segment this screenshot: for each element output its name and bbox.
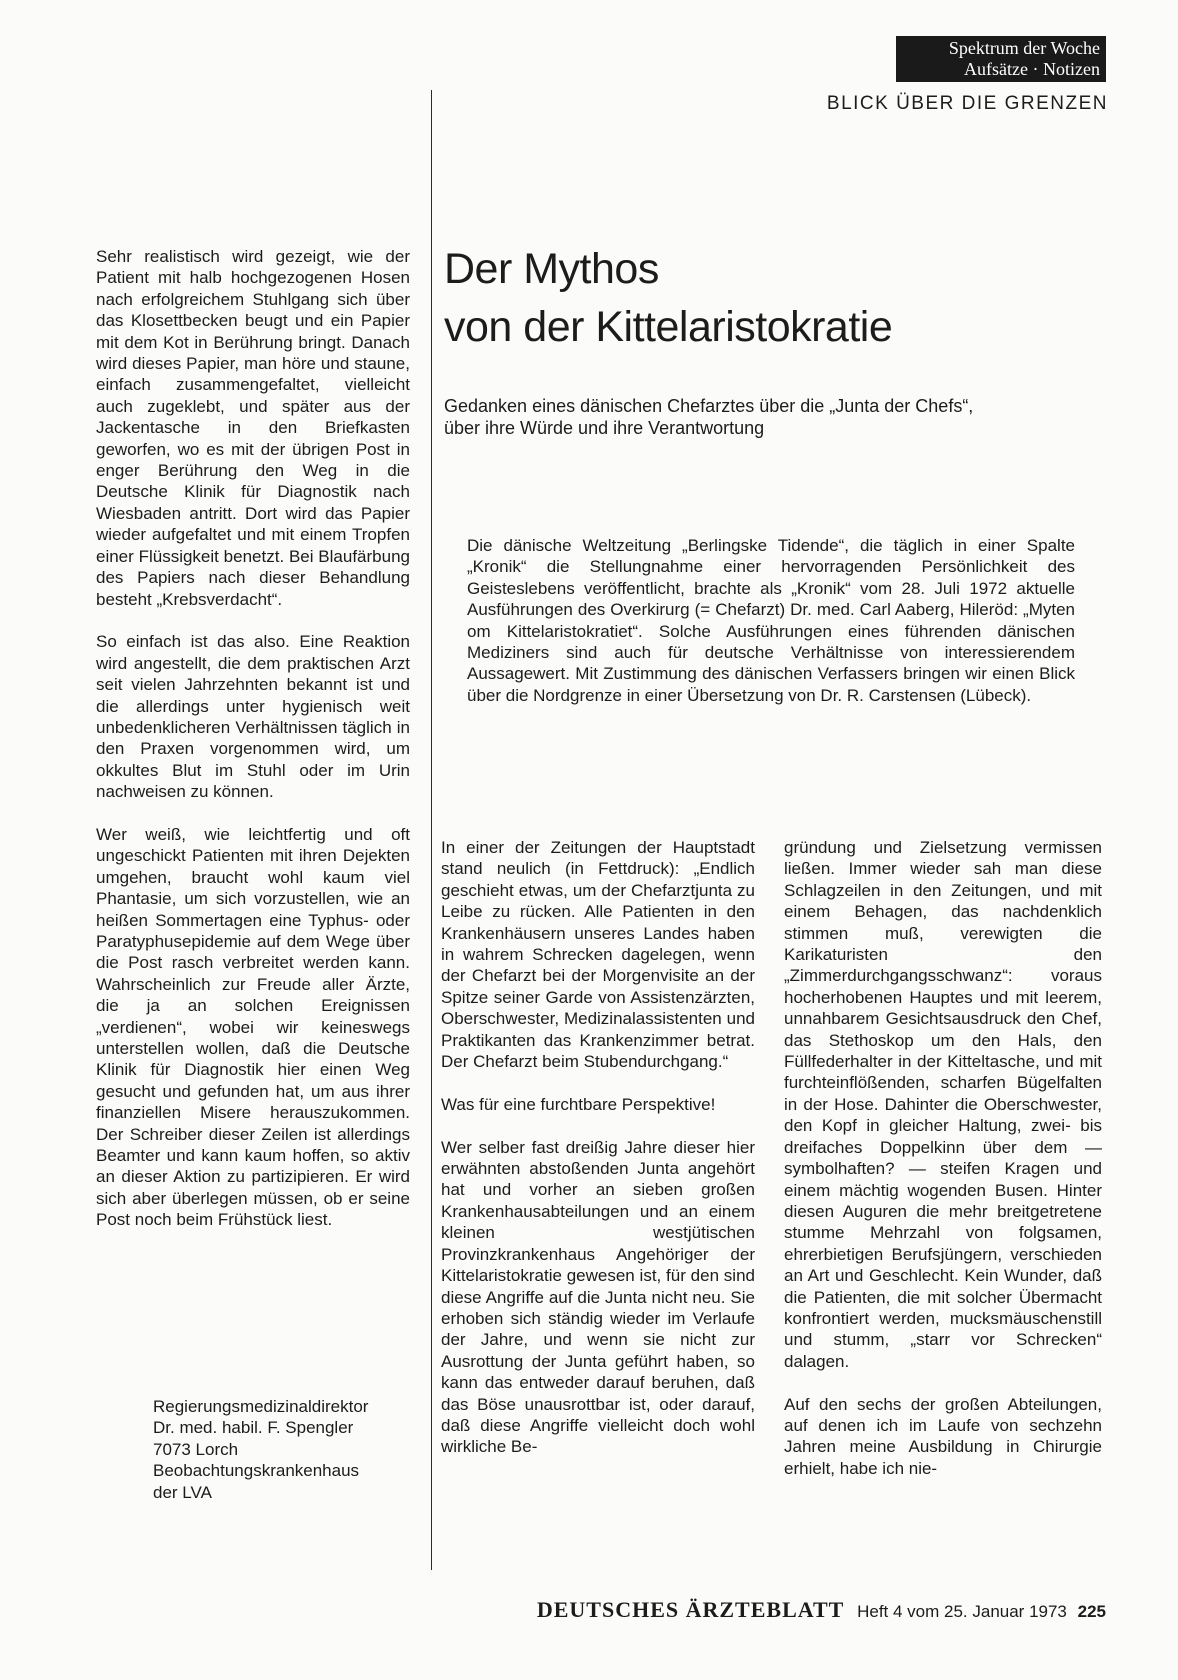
subtitle-line-2: über ihre Würde und ihre Verantwortung	[444, 418, 765, 438]
column-divider	[431, 90, 432, 1570]
signature-line: 7073 Lorch	[153, 1439, 239, 1459]
title-line-1: Der Mythos	[444, 245, 659, 293]
subtitle-line-1: Gedanken eines dänischen Chefarztes über die „Junta der Chefs“,	[444, 396, 974, 416]
title-line-2: von der Kittelaristokratie	[444, 303, 893, 351]
issue-info: Heft 4 vom 25. Januar 1973	[857, 1602, 1067, 1621]
journal-name: DEUTSCHES ÄRZTEBLATT	[536, 1597, 845, 1622]
signature-line: Beobachtungskrankenhaus	[153, 1461, 360, 1481]
body-paragraph: gründung und Zielsetzung vermissen ließen. Immer wieder sah man diese Schlagzeilen in den Zeitungen, und mit einem Behagen, das nachdenklich stimmen muß, verewigten die Karikaturisten den „Zimmerdurchgangsschwanz“: voraus hocherhobenen Hauptes und mit leerem, unnahbarem Gesichtsausdruck den Chef, das Stethoskop um den Hals, den Füllfederhalter in der Kitteltasche, und mit furchteinflößenden, scharfen Bügelfalten in der Hose. Dahinter die Oberschwester, den Kopf in gleicher Haltung, zwei- bis dreifaches Doppelkinn über dem — symbolhaften? — steifen Kragen und einem mächtig wogenden Busen. Hinter diesen Auguren die mehr breitgetretene stumme Mehrzahl von folgsamen, ehrerbietigen Berufsjüngern, verschieden an Art und Geschlecht. Kein Wunder, daß die Patienten, die mit solcher Übermacht konfrontiert werden, mucksmäuschenstill und stumm, „starr vor Schrecken“ dalagen.	[784, 838, 1102, 1371]
section-kicker: BLICK ÜBER DIE GRENZEN	[826, 93, 1108, 114]
article-body-column-1	[441, 837, 755, 1479]
page-footer	[537, 1597, 1106, 1623]
article-subtitle	[444, 395, 1104, 439]
article-body-column-2	[784, 837, 1102, 1501]
badge-line-1: Spektrum der Woche	[948, 38, 1100, 58]
article-title	[444, 240, 1104, 356]
body-paragraph: In einer der Zeitungen der Hauptstadt stand neulich (in Fettdruck): „Endlich geschieht etwas, um der Chefarztjunta zu Leibe zu rücken. Alle Patienten in den Krankenhäusern unseres Landes haben in wahrem Schrecken dagelegen, wenn der Chefarzt bei der Morgenvisite an der Spitze seiner Garde von Assistenzärzten, Oberschwester, Medizinalassistenten und Praktikanten das Krankenzimmer betrat. Der Chefarzt beim Stubendurchgang.“	[441, 838, 755, 1072]
badge-line-2: Aufsätze · Notizen	[964, 59, 1100, 79]
letter-signature	[153, 1396, 415, 1503]
signature-line: Dr. med. habil. F. Spengler	[153, 1418, 354, 1438]
page-number: 225	[1077, 1602, 1106, 1621]
letter-paragraph: Sehr realistisch wird gezeigt, wie der Patient mit halb hochgezogenen Hosen nach erfolgreichem Stuhlgang sich über das Klosettbecken beugt und ein Papier mit dem Kot in Berührung bringt. Danach wird dieses Papier, man höre und staune, einfach zusammengefaltet, vielleicht auch zugeklebt, und später aus der Jackentasche in den Briefkasten geworfen, wo es mit der übrigen Post in enger Berührung den Weg in die Deutsche Klinik für Diagnostik nach Wiesbaden antritt. Dort wird das Papier wieder aufgefaltet und mit einem Tropfen einer Flüssigkeit benetzt. Bei Blaufärbung des Papiers nach dieser Behandlung besteht „Krebsverdacht“.	[96, 247, 410, 609]
body-paragraph: Auf den sechs der großen Abteilungen, auf denen ich im Laufe von sechzehn Jahren meine Ausbildung in Chirurgie erhielt, habe ich nie-	[784, 1394, 1102, 1478]
letter-column	[96, 246, 410, 1252]
signature-line: der LVA	[153, 1482, 212, 1502]
article-lead: Die dänische Weltzeitung „Berlingske Tidende“, die täglich in einer Spalte „Kronik“ die Stellungnahme einer hervorragenden Persönlichkeit des Geisteslebens veröffentlicht, brachte als „Kronik“ vom 28. Juli 1972 aktuelle Ausführungen des Overkirurg (= Chefarzt) Dr. med. Carl Aaberg, Hileröd: „Myten om Kittelaristokratiet“. Solche Ausführungen eines führenden dänischen Mediziners sind auch für deutsche Verhältnisse von interessierendem Aussagewert. Mit Zustimmung des dänischen Verfassers bringen wir einen Blick über die Nordgrenze in einer Übersetzung von Dr. R. Carstensen (Lübeck).	[467, 536, 1075, 705]
body-paragraph: Was für eine furchtbare Perspektive!	[441, 1094, 716, 1114]
signature-line: Regierungsmedizinaldirektor	[153, 1397, 369, 1416]
letter-paragraph: Wer weiß, wie leichtfertig und oft ungeschickt Patienten mit ihren Dejekten umgehen, braucht wohl kaum viel Phantasie, um sich vorzustellen, wie an heißen Sommertagen eine Typhus- oder Paratyphusepidemie auf dem Wege über die Post rasch verbreitet werden kann. Wahrscheinlich zur Freude aller Ärzte, die ja an solchen Ereignissen „verdienen“, wobei wir keineswegs unterstellen wollen, daß die Deutsche Klinik für Diagnostik hier einen Weg gesucht und gefunden hat, um aus ihrer finanziellen Misere herauszukommen. Der Schreiber dieser Zeilen ist allerdings Beamter und kann kaum hoffen, so aktiv an dieser Aktion zu partizipieren. Er wird sich aber überlegen müssen, ob er seine Post noch beim Frühstück liest.	[96, 824, 410, 1230]
section-badge	[896, 36, 1106, 82]
letter-paragraph: So einfach ist das also. Eine Reaktion wird angestellt, die dem praktischen Arzt seit vielen Jahrzehnten bekannt ist und die allerdings unter hygienisch weit unbedenklicheren Verhältnissen täglich in den Praxen vorgenommen wird, um okkultes Blut im Stuhl oder im Urin nachweisen zu können.	[96, 632, 410, 802]
body-paragraph: Wer selber fast dreißig Jahre dieser hier erwähnten abstoßenden Junta angehört hat und vorher an sieben großen Krankenhausabteilungen und an einem kleinen westjütischen Provinzkrankenhaus Angehöriger der Kittelaristokratie gewesen ist, für den sind diese Angriffe auf die Junta nicht neu. Sie erhoben sich ständig wieder im Verlaufe der Jahre, und wenn sie nicht zur Ausrottung der Junta geführt haben, so kann das entweder darauf beruhen, daß das Böse unausrottbar ist, oder darauf, daß diese Angriffe vielleicht doch wohl wirkliche Be-	[441, 1137, 755, 1457]
